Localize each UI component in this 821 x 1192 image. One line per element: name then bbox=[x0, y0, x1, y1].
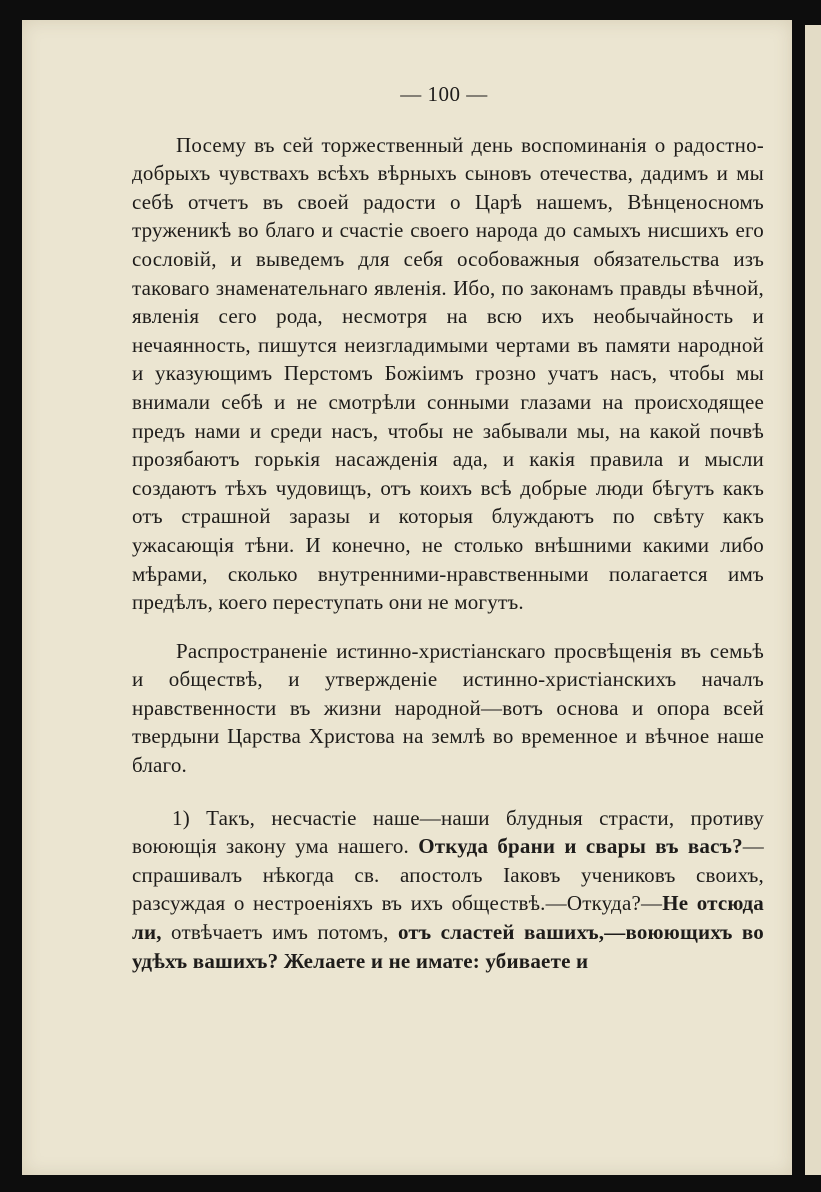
paragraph-3-start: 1) Такъ, несчастіе наше—наши блудныя страсти, противу воюющія закону ума нашего. bbox=[132, 805, 764, 859]
page-number: — 100 — bbox=[400, 82, 488, 106]
paragraph-2: Распространеніе истинно-христіанскаго просвѣщенія въ семьѣ и обществѣ, и утвержденіе истинно-христіанскихъ началъ нравственности въ жизни народной—вотъ основа и опора всей твердыни Царства Христова на землѣ во временное и вѣчное наше благо. bbox=[132, 638, 764, 778]
emphasis-quote: отъ сластей вашихъ,—воюющихъ во удѣхъ вашихъ? Желаете и не имате: убиваете и bbox=[132, 920, 764, 973]
emphasis-question: Откуда брани и свары въ васъ? bbox=[418, 834, 743, 859]
paragraph-1: Посему въ сей торжественный день воспоминанія о радостно-добрыхъ чувствахъ всѣхъ вѣрныхъ сыновъ отечества, дадимъ и мы себѣ отчетъ въ своей радости о Царѣ нашемъ, Вѣнценосномъ труженикѣ во благо и счастіе своего народа до самыхъ нисшихъ его сословій, и выведемъ для себя особоважныя обязательства изъ таковаго знаменательнаго явленія. Ибо, по законамъ правды вѣчной, явленія сего рода, несмотря на всю ихъ необычайность и нечаянность, пишутся неизгладимыми чертами въ памяти народной и указующимъ Перстомъ Божіимъ грозно учатъ насъ, чтобы мы внимали себѣ и не смотрѣли сонными глазами на происходящее предъ нами и среди насъ, чтобы не забывали мы, на какой почвѣ прозябаютъ горькія насажденія ада, и какія правила и мысли создаютъ тѣхъ чудовищъ, отъ коихъ всѣ добрые люди бѣгутъ какъ отъ страшной заразы и которыя блуждаютъ по свѣту какъ ужасающія тѣни. И конечно, не столько внѣшними какими либо мѣрами, сколько внутренними-нравственными полагается имъ предѣлъ, коего переступать они не могутъ. bbox=[132, 132, 764, 615]
paragraph-3-middle-2: отвѣчаетъ имъ потомъ, bbox=[161, 920, 398, 945]
adjacent-page-edge bbox=[805, 25, 821, 1175]
paragraph-3-middle: —спрашивалъ нѣкогда св. апостолъ Іаковъ учениковъ своихъ, разсуждая о нестроеніяхъ въ ихъ обществѣ.—Откуда?— bbox=[132, 834, 764, 916]
emphasis-answer: Не отсюда ли, bbox=[132, 891, 765, 945]
paragraph-3 bbox=[132, 804, 764, 976]
page-text bbox=[132, 80, 764, 975]
